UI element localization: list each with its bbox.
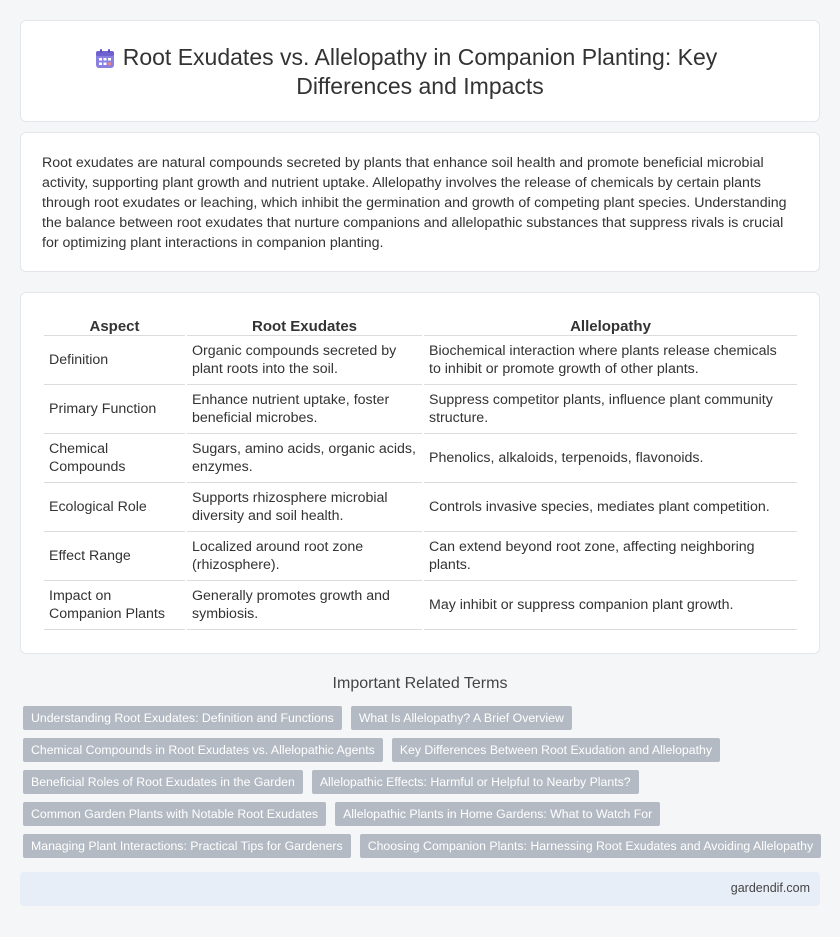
table-header-row (44, 314, 797, 336)
related-terms-title: Important Related Terms (332, 675, 508, 692)
tag-row (23, 738, 823, 762)
related-term-link[interactable]: Allelopathic Plants in Home Gardens: What to Watch For (335, 802, 660, 826)
table-cell: Can extend beyond root zone, affecting neighboring plants. (424, 532, 797, 581)
table-row (44, 581, 797, 630)
footer (20, 872, 820, 906)
header-allelopathy: Allelopathy (424, 314, 797, 336)
header-card (20, 20, 820, 122)
intro-card (20, 132, 820, 272)
site-name[interactable]: gardendif.com (730, 881, 810, 895)
comparison-card (20, 292, 820, 654)
table-cell: Effect Range (44, 532, 185, 581)
table-cell: Phenolics, alkaloids, terpenoids, flavonoids. (424, 434, 797, 483)
related-term-link[interactable]: Chemical Compounds in Root Exudates vs. Allelopathic Agents (23, 738, 383, 762)
comparison-table (42, 314, 799, 630)
table-cell: Definition (44, 336, 185, 385)
table-cell: Localized around root zone (rhizosphere). (187, 532, 422, 581)
related-term-link[interactable]: Understanding Root Exudates: Definition and Functions (23, 706, 342, 730)
related-term-link[interactable]: Key Differences Between Root Exudation and Allelopathy (392, 738, 720, 762)
table-cell: Suppress competitor plants, influence plant community structure. (424, 385, 797, 434)
table-cell: Chemical Compounds (44, 434, 185, 483)
table-cell: Primary Function (44, 385, 185, 434)
header-aspect: Aspect (44, 314, 185, 336)
related-term-link[interactable]: What Is Allelopathy? A Brief Overview (351, 706, 572, 730)
table-cell: May inhibit or suppress companion plant growth. (424, 581, 797, 630)
table-cell: Organic compounds secreted by plant roots into the soil. (187, 336, 422, 385)
table-cell: Controls invasive species, mediates plant competition. (424, 483, 797, 532)
related-terms-list (23, 706, 823, 866)
related-term-link[interactable]: Allelopathic Effects: Harmful or Helpful to Nearby Plants? (312, 770, 639, 794)
related-term-link[interactable]: Choosing Companion Plants: Harnessing Root Exudates and Avoiding Allelopathy (360, 834, 821, 858)
table-cell: Supports rhizosphere microbial diversity and soil health. (187, 483, 422, 532)
related-term-link[interactable]: Common Garden Plants with Notable Root Exudates (23, 802, 326, 826)
table-cell: Enhance nutrient uptake, foster beneficial microbes. (187, 385, 422, 434)
table-cell: Ecological Role (44, 483, 185, 532)
table-row (44, 532, 797, 581)
related-term-link[interactable]: Managing Plant Interactions: Practical Tips for Gardeners (23, 834, 351, 858)
tag-row (23, 770, 823, 794)
tag-row (23, 834, 823, 858)
table-row (44, 483, 797, 532)
table-cell: Sugars, amino acids, organic acids, enzymes. (187, 434, 422, 483)
related-term-link[interactable]: Beneficial Roles of Root Exudates in the Garden (23, 770, 303, 794)
table-row (44, 336, 797, 385)
intro-text: Root exudates are natural compounds secreted by plants that enhance soil health and promote beneficial microbial activity, supporting plant growth and nutrient uptake. Allelopathy involves the release of chemicals by certain plants through root exudates or leaching, which inhibit the germination and growth of competing plant species. Understanding the balance between root exudates that nurture companions and allelopathic substances that suppress rivals is crucial for optimizing plant interactions in companion planting. (42, 155, 787, 251)
table-cell: Generally promotes growth and symbiosis. (187, 581, 422, 630)
page-title: Root Exudates vs. Allelopathy in Companion Planting: Key Differences and Impacts (122, 44, 718, 99)
table-cell: Impact on Companion Plants (44, 581, 185, 630)
table-cell: Biochemical interaction where plants release chemicals to inhibit or promote growth of other plants. (424, 336, 797, 385)
tag-row (23, 706, 823, 730)
tag-row (23, 802, 823, 826)
table-row (44, 434, 797, 483)
table-row (44, 385, 797, 434)
header-root-exudates: Root Exudates (187, 314, 422, 336)
